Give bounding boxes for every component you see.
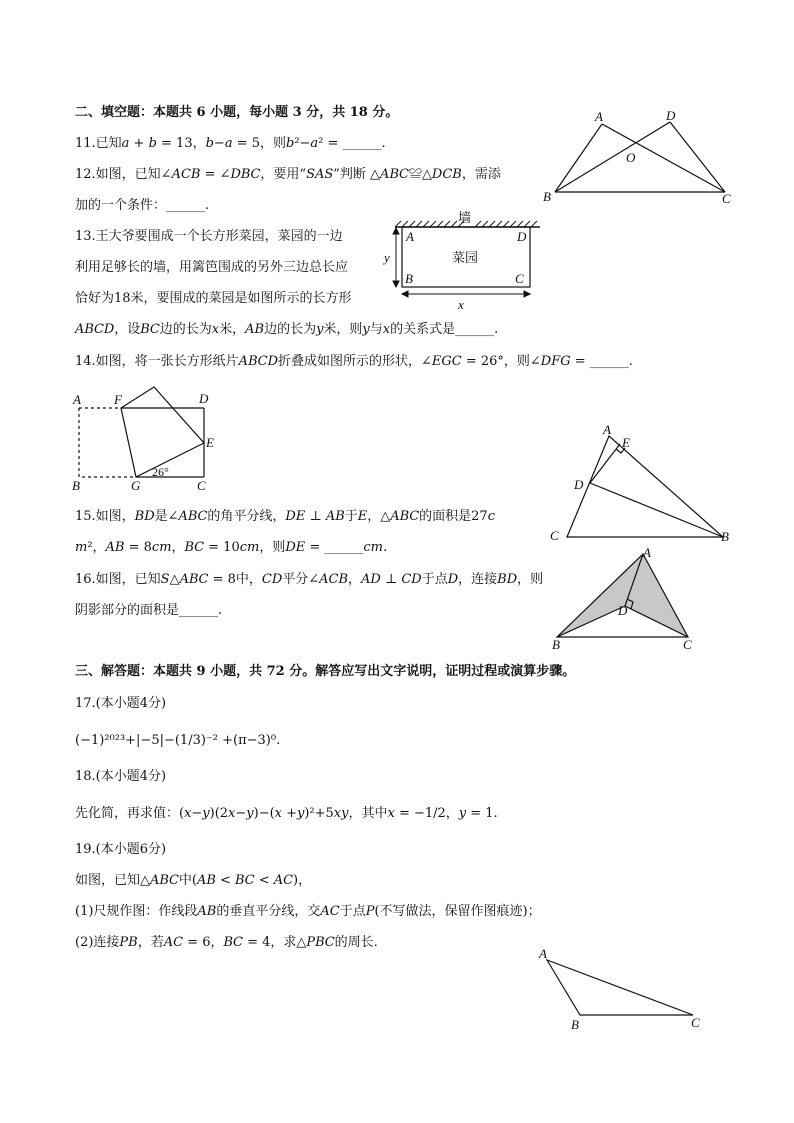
figure-q16 — [540, 545, 715, 655]
segment-ac — [602, 124, 725, 192]
label-c: C — [683, 637, 692, 652]
label-d: D — [199, 391, 209, 406]
label-a: A — [539, 946, 547, 961]
question-16-line1: 16.如图，已知𝑆△𝐴𝐵𝐶 = 8中，𝐶𝐷平分∠𝐴𝐶𝐵，𝐴𝐷 ⊥ 𝐶𝐷于点𝐷，连接𝐵𝐷，则 — [75, 572, 544, 587]
section2-heading: 二、填空题：本题共 6 小题，每小题 3 分，共 18 分。 — [75, 105, 399, 120]
dashed-original-edges — [79, 408, 136, 477]
segment-ab — [555, 124, 602, 192]
figure-q14 — [68, 382, 228, 494]
question-13-line1: 13.王大爷要围成一个长方形菜园，菜园的一边 — [75, 229, 343, 244]
question-17-expression: (−1)²⁰²³+|−5|−(1/3)⁻² +(π−3)⁰. — [75, 733, 281, 748]
question-12-line2: 加的一个条件：______. — [75, 198, 210, 213]
label-c: C — [722, 191, 731, 206]
label-d: D — [618, 603, 628, 618]
question-19-line1: 如图，已知△𝐴𝐵𝐶中(𝐴𝐵 < 𝐵𝐶 < 𝐴𝐶)， — [75, 873, 312, 888]
question-13-line3: 恰好为18米，要围成的菜园是如图所示的长方形 — [75, 291, 352, 306]
question-13-line2: 利用足够长的墙，用篱笆围成的另外三边总长应 — [75, 260, 349, 275]
section3-heading: 三、解答题：本题共 9 小题，共 72 分。解答应写出文字说明，证明过程或演算步骤。 — [75, 664, 576, 679]
question-19-line3: (2)连接𝑃𝐵，若𝐴𝐶 = 6，𝐵𝐶 = 4，求△𝑃𝐵𝐶的周长. — [75, 935, 378, 950]
figure-q12 — [535, 100, 745, 210]
triangle-abc — [567, 436, 723, 537]
question-12-line1: 12.如图，已知∠𝐴𝐶𝐵 = ∠𝐷𝐵𝐶，要用“𝑆𝐴𝑆”判断 △𝐴𝐵𝐶≌△𝐷𝐶𝐵，需添 — [75, 167, 501, 182]
label-y: y — [384, 250, 390, 265]
question-13-line4: 𝐴𝐵𝐶𝐷，设𝐵𝐶边的长为𝑥米，𝐴𝐵边的长为𝑦米，则𝑦与𝑥的关系式是______. — [75, 322, 499, 337]
segment-bd — [590, 483, 723, 537]
question-19-line2: (1)尺规作图：作线段𝐴𝐵的垂直平分线，交𝐴𝐶于点𝑃(不写做法，保留作图痕迹)； — [75, 904, 541, 919]
segment-de — [590, 444, 620, 483]
question-18-title: 18.(本小题4分) — [75, 769, 167, 784]
label-b: B — [552, 637, 560, 652]
label-x: x — [458, 297, 464, 312]
label-c: C — [550, 528, 559, 543]
figure-q13 — [380, 208, 545, 313]
label-e: E — [206, 435, 214, 450]
label-b: B — [405, 271, 413, 286]
label-wall: 墙 — [458, 211, 472, 226]
label-angle: 26° — [152, 465, 169, 479]
question-17-title: 17.(本小题4分) — [75, 696, 167, 711]
segment-dc — [670, 122, 725, 192]
triangle-abc — [547, 960, 693, 1015]
label-a: A — [73, 392, 81, 407]
label-a: A — [603, 422, 611, 437]
label-d: D — [574, 477, 584, 492]
question-18-text: 先化简，再求值：(𝑥−𝑦)(2𝑥−𝑦)−(𝑥 +𝑦)²+5𝑥𝑦，其中𝑥 = −1/2，𝑦 = 1. — [75, 806, 498, 821]
label-b: B — [721, 529, 729, 544]
label-a: A — [643, 545, 651, 560]
label-b: B — [72, 478, 80, 493]
question-15-line2: 𝑚²，𝐴𝐵 = 8𝑐𝑚，𝐵𝐶 = 10𝑐𝑚，则𝐷𝐸 = ______𝑐𝑚. — [75, 540, 388, 555]
question-14: 14.如图，将一张长方形纸片𝐴𝐵𝐶𝐷折叠成如图所示的形状，∠𝐸𝐺𝐶 = 26°，则∠𝐷𝐹𝐺 = ______. — [75, 354, 633, 369]
label-f: F — [114, 392, 122, 407]
question-19-title: 19.(本小题6分) — [75, 842, 167, 857]
label-g: G — [131, 478, 141, 493]
label-c: C — [691, 1015, 700, 1030]
figure-q19 — [533, 945, 713, 1035]
label-e: E — [622, 435, 630, 450]
label-d: D — [517, 229, 527, 244]
question-11: 11.已知𝑎 + 𝑏 = 13，𝑏−𝑎 = 5，则𝑏²−𝑎² = ______. — [75, 136, 386, 151]
label-o: O — [626, 150, 636, 165]
question-15-line1: 15.如图，𝐵𝐷是∠𝐴𝐵𝐶的角平分线，𝐷𝐸 ⊥ 𝐴𝐵于𝐸，△𝐴𝐵𝐶的面积是27𝑐 — [75, 509, 495, 524]
label-b: B — [571, 1017, 579, 1032]
folded-flap — [121, 387, 204, 477]
label-a: A — [595, 109, 603, 124]
segment-bd — [555, 122, 670, 192]
label-c: C — [197, 478, 206, 493]
question-16-line2: 阴影部分的面积是______. — [75, 603, 223, 618]
label-d: D — [666, 108, 676, 123]
label-b: B — [543, 189, 551, 204]
figure-q15 — [543, 420, 743, 548]
label-garden: 菜园 — [452, 251, 479, 266]
label-c: C — [515, 271, 524, 286]
label-a: A — [406, 229, 414, 244]
